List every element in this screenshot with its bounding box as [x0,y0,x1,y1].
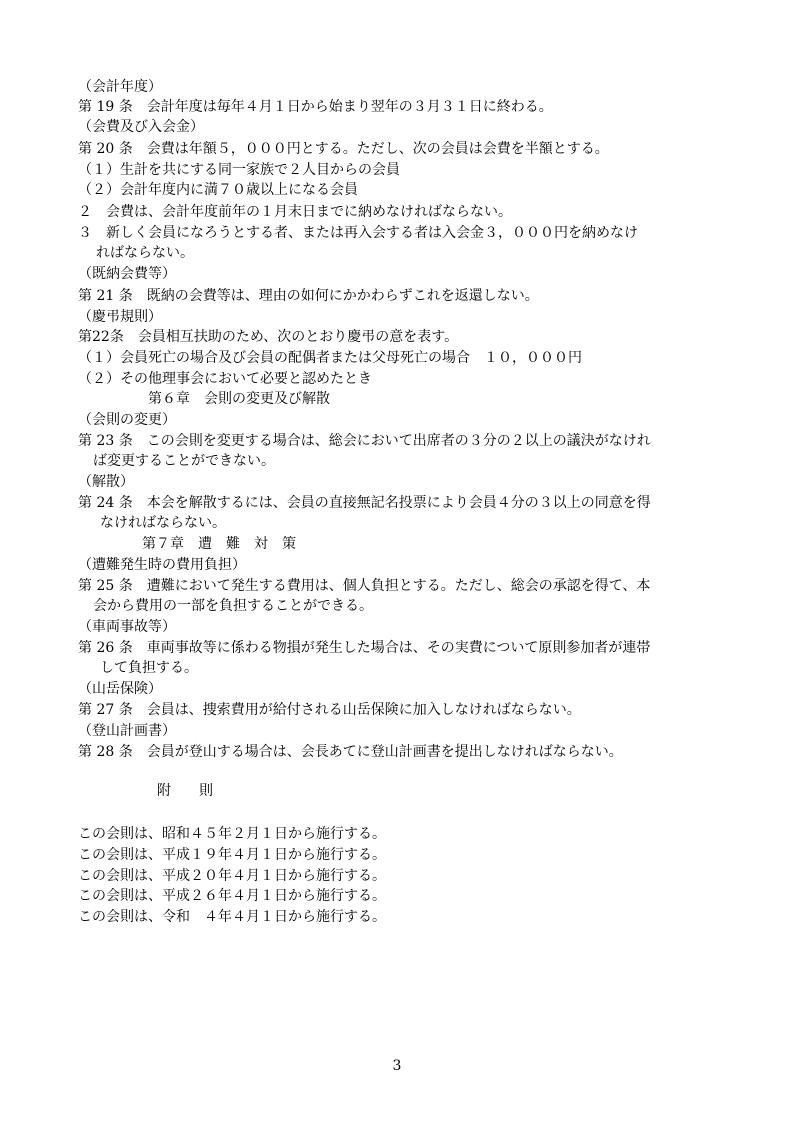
article-22-item-2: （２）その他理事会において必要と認めたとき [78,371,372,387]
page-number: 3 [392,1058,402,1074]
article-23: 第 23 条 この会則を変更する場合は、総会において出席者の３分の２以上の議決がなけれ [78,433,651,449]
heading-fees: （会費及び入会金） [78,119,204,135]
heading-climbing-plan: （登山計画書） [78,723,176,739]
enforcement-line-4: この会則は、平成２６年４月１日から施行する。 [78,888,386,904]
supplementary-provisions-title: 附 則 [157,783,213,799]
heading-paid-fees: （既納会費等） [78,266,176,282]
article-23-cont: ば変更することができない。 [93,453,275,469]
article-22-item-1: （１）会員死亡の場合及び会員の配偶者または父母死亡の場合 １０，０００円 [78,350,582,366]
article-19: 第 19 条 会計年度は毎年４月１日から始まり翌年の３月３１日に終わる。 [78,99,553,115]
article-28: 第 28 条 会員が登山する場合は、会長あてに登山計画書を提出しなければならない。 [78,744,623,760]
article-26-cont: して負担する。 [100,660,198,676]
article-21: 第 21 条 既納の会費等は、理由の如何にかかわらずこれを返還しない。 [78,288,539,304]
heading-condolence: （慶弔規則） [78,309,162,325]
heading-fiscal-year: （会計年度） [78,79,162,95]
article-20-para-3-cont: ればならない。 [96,245,194,261]
heading-amendment: （会則の変更） [78,412,176,428]
enforcement-line-5: この会則は、令和 ４年４月１日から施行する。 [78,909,386,925]
heading-dissolution: （解散） [78,474,134,490]
article-24: 第 24 条 本会を解散するには、会員の直接無記名投票により会員４分の３以上の同意を得 [78,495,651,511]
article-24-cont: なければならない。 [100,515,226,531]
article-25: 第 25 条 遭難において発生する費用は、個人負担とする。ただし、総会の承認を得て、本 [78,578,651,594]
article-25-cont: 会から費用の一部を負担することができる。 [93,598,373,614]
article-26: 第 26 条 車両事故等に係わる物損が発生した場合は、その実費について原則参加者が連帯 [78,640,651,656]
article-20-item-1: （１）生計を共にする同一家族で２人目からの会員 [78,162,400,178]
article-22: 第22条 会員相互扶助のため、次のとおり慶弔の意を表す。 [78,329,459,345]
article-20-para-2: ２ 会費は、会計年度前年の１月末日までに納めなければならない。 [78,204,512,220]
enforcement-line-1: この会則は、昭和４５年２月１日から施行する。 [78,826,386,842]
heading-vehicle-accident: （車両事故等） [78,619,176,635]
heading-accident-costs: （遭難発生時の費用負担） [78,557,246,573]
article-27: 第 27 条 会員は、捜索費用が給付される山岳保険に加入しなければならない。 [78,702,581,718]
heading-mountain-insurance: （山岳保険） [78,681,162,697]
chapter-7-title: 第７章 遭 難 対 策 [142,536,296,552]
chapter-6-title: 第６章 会則の変更及び解散 [148,391,330,407]
article-20-item-2: （２）会計年度内に満７０歳以上になる会員 [78,182,358,198]
article-20-para-3: ３ 新しく会員になろうとする者、または再入会する者は入会金３，０００円を納めなけ [78,225,638,241]
article-20: 第 20 条 会費は年額５，０００円とする。ただし、次の会員は会費を半額とする。 [78,141,609,157]
enforcement-line-3: この会則は、平成２０年４月１日から施行する。 [78,868,386,884]
enforcement-line-2: この会則は、平成１９年４月１日から施行する。 [78,847,386,863]
